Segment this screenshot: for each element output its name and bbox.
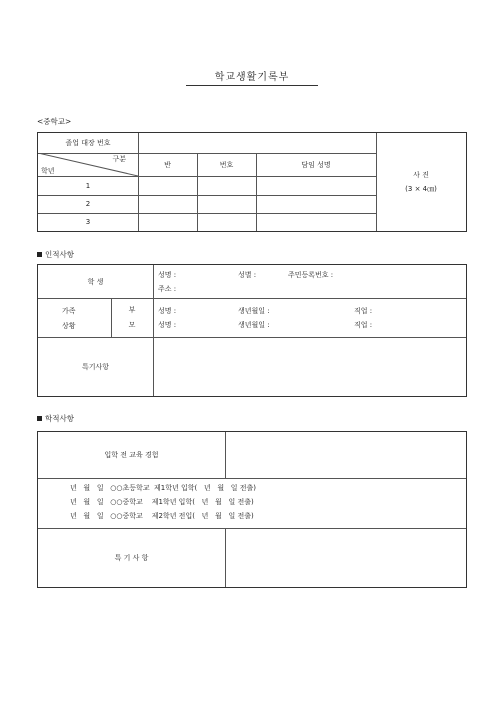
mother-label: 모 [128,321,136,329]
header-category: 구분 [112,155,126,163]
mother-name-label: 성명 : [158,321,177,329]
col-class: 반 [164,160,171,169]
student-label: 학 생 [87,277,104,286]
header-grade: 학년 [41,167,55,175]
academic-line-3: 년 월 일 ○○중학교 제2학년 전입( 년 월 일 전출) [70,512,254,520]
grade-3: 3 [85,218,91,226]
personal-section-label: 인적사항 [37,249,74,260]
title-underline [186,85,318,86]
pre-edu-label: 입학 전 교육 경험 [104,451,159,459]
photo-label: 사 진 [413,171,429,179]
academic-special-label: 특 기 사 항 [114,553,149,562]
personal-special-label: 특기사항 [81,362,110,371]
academic-section-label: 학적사항 [37,413,74,424]
mother-job-label: 직업 : [354,321,373,329]
academic-table [37,431,467,588]
col-number: 번호 [219,160,234,169]
rrn-label: 주민등록번호 : [288,271,334,279]
square-bullet-icon [37,252,42,257]
academic-line-2: 년 월 일 ○○중학교 제1학년 입학( 년 월 일 전출) [70,498,254,506]
gender-label: 성별 : [238,271,257,279]
page-title: 학교생활기록부 [214,72,290,83]
address-label: 주소 : [158,285,177,293]
grade-1: 1 [85,181,91,190]
academic-line-1: 년 월 일 ○○초등학교 제1학년 입학( 년 월 일 전출) [70,484,257,492]
father-birth-label: 생년월일 : [238,307,270,315]
personal-table [37,264,467,397]
family-label-2: 상황 [62,322,76,330]
mother-birth-label: 생년월일 : [238,321,270,329]
name-label: 성명 : [158,271,177,279]
photo-size: (3 × 4㎝) [405,185,437,193]
square-bullet-icon [37,416,42,421]
father-job-label: 직업 : [354,307,373,315]
col-teacher: 담임 성명 [301,160,331,169]
middle-school-label: <중학교> [37,117,72,126]
father-name-label: 성명 : [158,307,177,315]
father-label: 부 [128,306,136,314]
grade-2: 2 [85,200,91,208]
grad-no-label: 졸업 대장 번호 [65,139,111,147]
middle-school-table [37,132,467,232]
family-label-1: 가족 [62,307,76,315]
